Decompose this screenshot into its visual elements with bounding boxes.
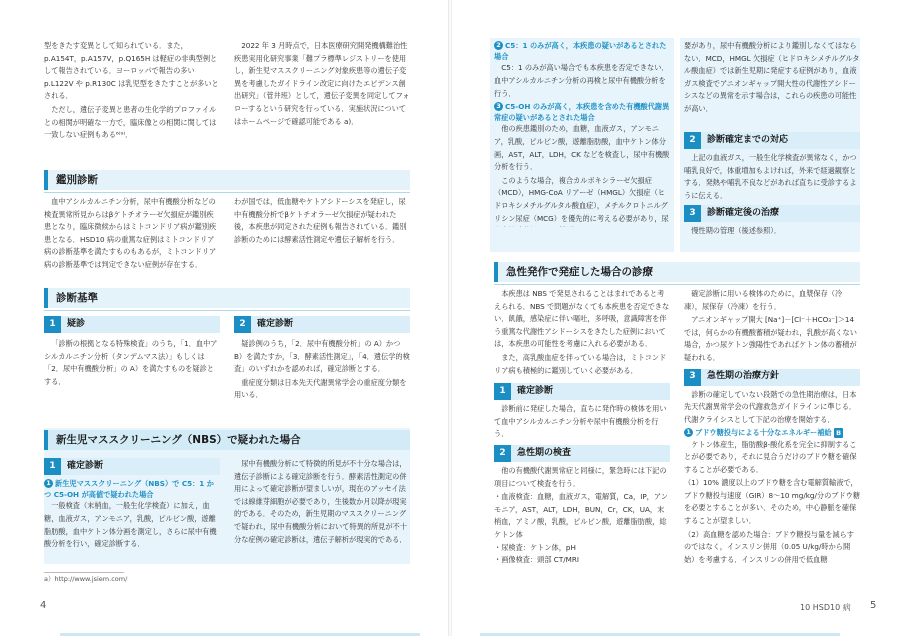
paragraph: 本疾患は NBS で発見されることはまれであると考えられる．NBS で問題がなくても本疾患を否定できない．飢餓，感染症に伴い嘔吐，多呼吸，意識障害を伴う重篤な代謝性アシドーシスをきたした症例においては，本疾患の可能性を考慮に入れる必要がある． xyxy=(494,289,670,349)
paragraph: わが国では，低血糖やケトアシドーシスを発症し，尿中有機酸分析でβケトチオラーゼ欠損症が疑われた後，本疾患が同定された症例も報告されている．鑑別診断のためには酵素活性測定や遺伝子解析を行う． xyxy=(234,197,407,244)
case-heading-text: 新生児マススクリーニング（NBS）で C5：1 かつ C5-OH が高値で疑われた場合 xyxy=(44,479,214,500)
sub-label: 確定診断 xyxy=(517,385,554,396)
sub-label: 急性期の治療方針 xyxy=(707,371,780,382)
sub-number: 2 xyxy=(234,316,251,333)
sub-label: 確定診断 xyxy=(257,318,294,329)
suspected-text xyxy=(44,338,220,389)
case-heading-3 xyxy=(494,101,670,123)
evidence-badge: B xyxy=(836,429,842,438)
treatment-heading xyxy=(684,427,860,438)
marker-number: 3 xyxy=(494,102,503,111)
page-number: 5 xyxy=(870,599,877,611)
paragraph: 血中アシルカルニチン分析，尿中有機酸分析などの検査異常所見からはβケトチオラーゼ欠損症が鑑別疾患となり，臨床徴候からはミトコンドリア病が鑑別疾患となる．HSD10 病の重篤な症例はミトコンドリア病の診断基準を満たすものもあるが，ミトコンドリア病の診断基準では判定できない症例が存在する． xyxy=(44,197,217,269)
sub-number: 2 xyxy=(494,445,511,462)
marker-number: 1 xyxy=(44,479,53,488)
acute-column-1 xyxy=(494,288,670,567)
paragraph: ただし，遺伝子変異と患者の生化学的プロファイルとの相関が明確な一方で，臨床像との相関に関しては一致しない症例もある⁶⁾⁹⁾． xyxy=(44,104,217,140)
sub-label: 確定診断 xyxy=(67,460,104,471)
sub-number: 3 xyxy=(684,205,701,222)
nbs-case-heading xyxy=(44,478,220,500)
section-title: 新生児マススクリーニング（NBS）で疑われた場合 xyxy=(56,434,301,446)
subheading-acute-tests xyxy=(494,445,670,462)
paragraph: 「診断の根拠となる特殊検査」のうち，「1．血中アシルカルニチン分析（タンデムマス法）」もしくは「2．尿中有機酸分析」の A）を満たすものを疑診とする． xyxy=(44,339,218,386)
intro-column-1 xyxy=(44,40,220,143)
sub-number: 1 xyxy=(494,383,511,400)
nbs-continued-column-2 xyxy=(684,40,860,239)
paragraph: 尿中有機酸分析にて特徴的所見が不十分な場合は，遺伝子診断による確定診断を行う．酵素活性測定の併用によって確定診断が望ましいが，現在のアッセイ法では線維芽細胞が必要であり，生後数か月以降が現実的である．そのため，新生児期のマススクリーニングで疑われ，尿中有機酸分析において特異的所見が不十分な症例の確定診断は，遺伝子解析が現実的である． xyxy=(234,459,407,544)
subheading-definite xyxy=(234,316,410,333)
sub-number: 1 xyxy=(44,316,61,333)
sub-label: 診断確定後の治療 xyxy=(707,208,780,218)
section-title: 急性発作で発症した場合の診療 xyxy=(506,266,653,278)
case-heading-text: C5：1 のみが高く，本疾患の疑いがあるとされた場合 xyxy=(494,41,667,62)
paragraph: このような場合，複合カルボキシラーゼ欠損症（MCD），HMG-CoA リアーゼ（HMGL）欠損症（ヒドロキシメチルグルタル酸血症），メチルクロトニルグリシン尿症（MCG）を優先的に考える必要があり，尿 xyxy=(494,175,669,223)
subheading-acute-definite xyxy=(494,383,670,400)
page-number: 4 xyxy=(40,599,47,611)
running-header: 10 HSD10 病 xyxy=(800,603,851,612)
subheading-until-diagnosis xyxy=(684,132,860,149)
list-item: ・ 尿検査：ケトン体，pH xyxy=(494,542,670,555)
definite-text xyxy=(234,338,410,403)
subheading-acute-treatment xyxy=(684,369,860,386)
paragraph: 他の疾患鑑別のため，血糖，血液ガス，アンモニア，乳酸，ピルビン酸，遊離脂肪酸，血中ケトン体分画，AST，ALT，LDH，CK などを検査し，尿中有機酸分析を行う． xyxy=(494,124,670,172)
right-page xyxy=(450,0,900,636)
paragraph: 2022 年 3 月時点で，日本医療研究開発機構難治性疾患実用化研究事業「難プラ標準レジストリーを使用し，新生児マススクリーニング対象疾患等の遺伝子変異を考慮したガイドライン改定に向けたエビデンス創出研究」（菅井班）として，遺伝子変異を同定してフォローするという研究を行っている．実施状況についてはホームページで確認可能である a)． xyxy=(234,41,410,126)
footnote-rule xyxy=(44,572,124,573)
diagnosis-column-2 xyxy=(234,196,410,247)
marker-number: 1 xyxy=(684,428,693,437)
section-title: 鑑別診断 xyxy=(56,174,98,186)
diagnosis-column-1 xyxy=(44,196,220,273)
paragraph: 診断前に発症した場合，直ちに発作時の検体を用いて血中アシルカルニチン分析や尿中有機酸分析を行う． xyxy=(494,404,667,439)
acute-column-2 xyxy=(684,288,860,567)
nbs-continued-column xyxy=(494,40,670,228)
treatment-heading-text: ブドウ糖投与による十分なエネルギー補給 xyxy=(695,428,832,438)
marker-number: 2 xyxy=(494,41,503,50)
paragraph: C5：1 のみが高い場合でも本疾患を否定できない．血中アシルカルニチン分析の再検と尿中有機酸分析を行う． xyxy=(494,63,669,98)
case-heading-2 xyxy=(494,40,670,62)
sub-number: 2 xyxy=(684,132,701,149)
paragraph: ケトン体産生，脂肪酸β-酸化系を完全に抑制することが必要であり，それに見合うだけのブドウ糖を確保することが必要である． xyxy=(684,439,857,474)
section-heading-nbs xyxy=(44,430,410,450)
paragraph: 型をきたす変異として知られている．また，p.A154T，p.A157V，p.Q165H は軽症の非典型例として報告されている．ヨーロッパで報告の多い p.L122V や p.R130C は乳児型をきたすことが多いとされる． xyxy=(44,41,219,101)
paragraph-continued: 要があり，尿中有機酸分析により鑑別しなくてはならない．MCD，HMGL 欠損症（ヒドロキシメチルグルタル酸血症）では新生児期に発症する症例があり，血液ガス検査でアニオンギャップ開大性の代謝性アシドーシスなどの異常を示す場合は，これらの疾患の可能性が高い． xyxy=(684,41,860,113)
paragraph: 上記の血液ガス，一般生化学検査が異常なく，かつ哺乳良好で，体重増加もよければ，外来で経過観察とする．発熱や哺乳不良などがあれば直ちに受診するように伝える． xyxy=(684,153,857,200)
section-title: 診断基準 xyxy=(56,292,98,304)
paragraph: 確定診断に用いる検体のために，血漿保存（冷凍），尿保存（冷凍）を行う． xyxy=(684,289,843,311)
sub-label: 急性期の検査 xyxy=(517,447,572,458)
nbs-column-2 xyxy=(234,458,410,547)
paragraph: アニオンギャップ開大 [Na⁺]－[Cl⁻＋HCO₃⁻]＞14 では，何らかの有機酸蓄積が疑われ，乳酸が高くない場合，かつ尿ケトン強陽性であればケトン体の蓄積が疑われる． xyxy=(684,315,857,362)
section-heading-criteria xyxy=(44,288,410,308)
paragraph: また，高乳酸血症を伴っている場合は，ミトコンドリア病も積極的に鑑別していく必要がある． xyxy=(494,352,667,375)
paragraph: （2）高血糖を認めた場合：ブドウ糖投与量を減らすのではなく，インスリン併用（0.05 U/kg/時から開始）を考慮する．インスリンの併用で低血糖 xyxy=(684,529,854,564)
section-heading-acute xyxy=(494,262,860,282)
sub-label: 診断確定までの対応 xyxy=(707,134,789,145)
paragraph: （1）10% 濃度以上のブドウ糖を含む電解質輸液で，ブドウ糖投与速度（GIR）8～10 mg/kg/分のブドウ糖を必要とすることが多い．そのため，中心静脈を確保することが望ましい． xyxy=(684,478,861,526)
nbs-column-1 xyxy=(44,478,220,552)
subheading-nbs-definite xyxy=(44,458,220,475)
footnote: a）http://www.jsiem.com/ xyxy=(44,575,128,583)
case-heading-text: C5-OH のみが高く，本疾患を含めた有機酸代謝異常症の疑いがあるとされた場合 xyxy=(494,102,670,123)
subheading-after-diagnosis xyxy=(684,205,860,222)
sub-label: 疑診 xyxy=(67,318,86,329)
section-heading-diagnosis xyxy=(44,170,410,190)
subheading-suspected xyxy=(44,316,220,333)
paragraph: 一般検査（末梢血，一般生化学検査）に加え，血糖，血液ガス，アンモニア，乳酸，ピルビン酸，遊離脂肪酸，血中ケトン体分画を測定し，さらに尿中有機酸分析を行い，確定診断する． xyxy=(44,501,217,549)
sub-number: 1 xyxy=(44,458,61,475)
sub-number: 3 xyxy=(684,369,701,386)
intro-column-2 xyxy=(234,40,410,129)
list-item: ・ 血液検査：血糖，血液ガス，電解質，Ca，IP，アンモニア，AST，ALT，LDH，BUN，Cr，CK，UA，末梢血，アミノ酸，乳酸，ピルビン酸，遊離脂肪酸，総ケトン体 xyxy=(494,491,670,541)
list-item: ・ 画像検査：頭部 CT/MRI xyxy=(494,554,670,567)
paragraph: 他の有機酸代謝異常症と同様に，緊急時には下記の項目について検査を行う． xyxy=(494,465,667,488)
paragraph: 診断の確定していない段階での急性期治療は，日本先天代謝異常学会の代謝救急ガイドラインに準じる．代謝クライシスとして下記の治療を開始する． xyxy=(684,389,857,424)
paragraph: 慢性期の管理（後述参照）． xyxy=(691,226,782,236)
paragraph: 疑診例のうち，「2．尿中有機酸分析」の A）かつ B）を満たすか，「3．酵素活性測定」，「4．遺伝学的検査」のいずれかを認めれば，確定診断とする． xyxy=(234,339,410,374)
test-list xyxy=(494,491,670,567)
paragraph: 重症度分類は日本先天代謝異常学会の重症度分類を用いる． xyxy=(234,377,407,400)
